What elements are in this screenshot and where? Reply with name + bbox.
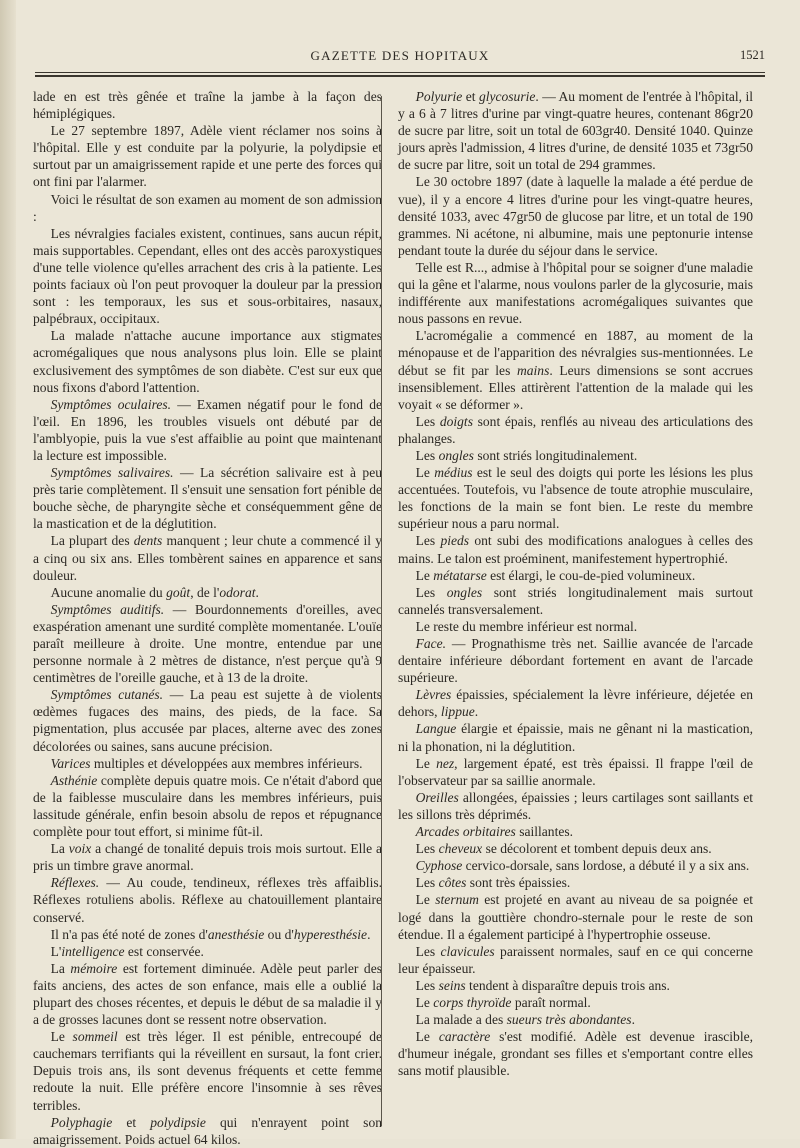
paragraph xyxy=(398,994,753,1011)
paragraph xyxy=(33,960,382,1028)
text-run: L' xyxy=(50,943,62,959)
paragraph xyxy=(33,686,382,754)
paragraph xyxy=(33,88,382,122)
paragraph xyxy=(398,259,753,327)
italic-text: Langue xyxy=(415,721,457,737)
text-run: L'acromégalie a commencé en 1887, au moment de la ménopause et de l'apparition des névralgies sus-mentionnées. Le début se fit par les xyxy=(398,328,753,378)
paragraph xyxy=(398,584,753,618)
paragraph xyxy=(33,225,382,328)
paragraph xyxy=(33,584,382,601)
text-run: . xyxy=(631,1012,635,1028)
italic-text: côtes xyxy=(438,875,467,891)
text-run: s'est modifié. Adèle est devenue irascible, d'humeur inégale, grondant ses filles et s'emportant contre elles sans motif plausible. xyxy=(398,1029,753,1079)
italic-text: Polyphagie xyxy=(50,1114,113,1130)
paragraph xyxy=(33,1028,382,1113)
journal-title: GAZETTE DES HOPITAUX xyxy=(310,48,490,63)
italic-text: médius xyxy=(434,465,473,481)
text-run: Les xyxy=(415,533,441,549)
paragraph xyxy=(398,977,753,994)
text-run: est projeté en avant au niveau de sa poignée et logé dans la gouttière chondro-sternale pour le reste de son étendue. Il a également participé à l'hypertrophie osseuse. xyxy=(398,892,753,942)
right-text-column xyxy=(398,88,753,1079)
italic-text: métatarse xyxy=(433,567,487,583)
paragraph xyxy=(398,840,753,857)
paragraph xyxy=(398,943,753,977)
italic-text: corps thyroïde xyxy=(433,994,512,1010)
text-run: — Bourdonnements d'oreilles, avec exaspération amenant une surdité complète momentanée. L'ouïe paraît meilleure à droite. Une montre, entendue par une personne normale à 2 mètres de distance, n'est perçue qu'à 9 centimètres de l'oreille gauche, et à 13 de la droite. xyxy=(33,601,382,686)
text-run: Il n'a pas été noté de zones d' xyxy=(50,926,208,942)
paragraph xyxy=(398,891,753,942)
text-run: élargie et épaissie, mais ne gênant ni la mastication, ni la phonation, ni la déglutition. xyxy=(398,721,753,754)
paragraph xyxy=(398,447,753,464)
text-run: Le 30 octobre 1897 (date à laquelle la malade a été perdue de vue), il y a encore 4 litres d'urine pour les vingt-quatre heures, densité 1033, avec 47gr50 de glucose par litre, et un total de 190 grammes. Ni acétone, ni albumine, mais une peptonurie intense pendant toute la durée du séjour dans le service. xyxy=(398,174,753,258)
italic-text: Oreilles xyxy=(415,789,459,805)
italic-text: Polyurie xyxy=(415,89,463,104)
paragraph xyxy=(33,1114,382,1148)
italic-text: nez xyxy=(436,755,455,771)
paragraph xyxy=(398,88,753,173)
italic-text: mains xyxy=(516,362,550,378)
text-run: est le seul des doigts qui porte les lésions les plus accentuées. Toutefois, vu l'absence de toute atrophie musculaire, les fonctions de la main se font bien. Le reste du membre supérieur nous a paru normal. xyxy=(398,465,753,532)
running-header xyxy=(35,48,765,68)
text-run: — La peau est sujette à de violents œdèmes fugaces des mains, des pieds, de la face. Sa pigmentation, plus accusée par places, alterne avec des zones décolorées ou saines, sans aucune précision. xyxy=(33,687,382,754)
italic-text: voix xyxy=(68,841,92,857)
text-run: qui n'enrayent point son amaigrissement. Poids actuel 64 kilos. xyxy=(33,1114,382,1147)
paragraph xyxy=(33,926,382,943)
header-rule-thick xyxy=(35,75,765,77)
italic-text: ongles xyxy=(446,584,483,600)
paragraph xyxy=(398,635,753,686)
italic-text: goût xyxy=(166,584,191,600)
text-run: La malade n'attache aucune importance aux stigmates acromégaliques que nous analysons plus loin. Elle se plaint exclusivement des symptômes de son diabète. C'est sur eux que nous fixons d'abord l'attention. xyxy=(33,328,382,395)
left-text-column xyxy=(33,88,382,1148)
paragraph xyxy=(398,857,753,874)
paragraph xyxy=(33,755,382,772)
text-run: est élargi, le cou-de-pied volumineux. xyxy=(486,567,696,583)
italic-text: glycosurie xyxy=(478,89,536,104)
italic-text: sueurs très abondantes xyxy=(506,1012,632,1028)
paragraph xyxy=(398,1011,753,1028)
text-run: est fortement diminuée. Adèle peut parler des faits anciens, des actes de son enfance, mais elle a oublié la plupart des choses récentes, et depuis le début de sa maladie il y a de grosses lacunes dont se ressent notre observation. xyxy=(33,960,382,1028)
text-run: sont striés longitudinalement mais surtout cannelés transversalement. xyxy=(398,584,753,617)
italic-text: anesthésie xyxy=(207,926,265,942)
text-run: sont très épaissies. xyxy=(466,875,571,891)
text-run: La xyxy=(50,841,69,857)
text-run: paraît normal. xyxy=(511,994,591,1010)
italic-text: Face. xyxy=(415,636,447,651)
text-run: Les xyxy=(415,584,447,600)
paragraph xyxy=(398,720,753,754)
text-run: cervico-dorsale, sans lordose, a débuté il y a six ans. xyxy=(462,858,750,874)
page-number: 1521 xyxy=(740,48,765,62)
italic-text: hyperesthésie xyxy=(293,926,368,942)
italic-text: Symptômes auditifs. xyxy=(50,601,165,617)
italic-text: dents xyxy=(133,533,163,549)
paragraph xyxy=(398,755,753,789)
italic-text: Symptômes cutanés. xyxy=(50,687,164,703)
text-run: Le xyxy=(50,1029,73,1045)
italic-text: Lèvres xyxy=(415,687,452,703)
italic-text: odorat xyxy=(219,584,256,600)
italic-text: Asthénie xyxy=(50,772,98,788)
text-run: Le xyxy=(415,994,434,1010)
text-run: Le xyxy=(415,755,437,771)
paragraph xyxy=(398,327,753,412)
italic-text: sommeil xyxy=(72,1029,118,1045)
paragraph xyxy=(33,532,382,583)
paragraph xyxy=(398,1028,753,1079)
paragraph xyxy=(398,173,753,258)
text-run: — La sécrétion salivaire est à peu près tarie complètement. Il s'ensuit une sensation fort pénible de bouche sèche, de pharyngite sèche et conséquemment gêne de la mastication et de la déglutition. xyxy=(33,465,382,532)
text-run: . Leurs dimensions se sont accrues insensiblement. Elles attirèrent l'attention de la malade qui les voyait « se déformer ». xyxy=(398,362,753,412)
text-run: — Examen négatif pour le fond de l'œil. En 1896, les troubles visuels ont débuté par de l'amblyopie, puis la vue s'est affaiblie au point que maintenant la lecture est impossible. xyxy=(33,396,382,463)
text-run: . xyxy=(255,584,259,600)
italic-text: Arcades orbitaires xyxy=(415,824,516,840)
text-run: multiples et développées aux membres inférieurs. xyxy=(90,755,363,771)
text-run: Les xyxy=(415,943,441,959)
text-run: Le 27 septembre 1897, Adèle vient réclamer nos soins à l'hôpital. Elle y est conduite par la polyurie, la polydipsie et surtout par un amaigrissement rapide et une perte des forces qui ont fini par l'alarmer. xyxy=(33,123,382,190)
paragraph xyxy=(398,567,753,584)
paragraph xyxy=(398,464,753,532)
text-run: Les névralgies faciales existent, continues, sans aucun répit, mais supportables. Cependant, elles ont des accès paroxystiques d'une telle violence qu'elles arrachent des cris à la patiente. Les points faciaux où l'on peut provoquer la douleur par la pression sont : les temporaux, les sus et sous-orbitaires, nasaux, palpébraux, occipitaux. xyxy=(33,225,382,327)
italic-text: ongles xyxy=(438,447,474,463)
paragraph xyxy=(33,601,382,686)
text-run: épaissies, spécialement la lèvre inférieure, déjetée en dehors, xyxy=(398,687,753,720)
text-run: La malade a des xyxy=(415,1012,507,1028)
text-run: . xyxy=(474,704,479,720)
text-run: . xyxy=(367,926,371,942)
text-run: , largement épaté, est très épaissi. Il frappe l'œil de l'observateur par sa saillie anormale. xyxy=(398,755,753,788)
header-rule-thin xyxy=(35,72,765,73)
paragraph xyxy=(33,327,382,395)
text-run: a changé de tonalité depuis trois mois surtout. Elle a pris un timbre grave anormal. xyxy=(33,841,382,874)
text-run: Le xyxy=(415,892,436,908)
text-run: et xyxy=(112,1114,151,1130)
italic-text: Symptômes oculaires. xyxy=(50,396,172,412)
text-run: complète depuis quatre mois. Ce n'était d'abord que de la faiblesse musculaire dans les membres inférieurs, puis lassitude générale, enfin besoin absolu de repos et répugnance complète pour tout effort, si minime fût-il. xyxy=(33,772,382,840)
text-run: — Prognathisme très net. Saillie avancée de l'arcade dentaire inférieure débordant fortement en avant de l'arcade supérieure. xyxy=(398,636,753,686)
text-run: tendent à disparaître depuis trois ans. xyxy=(465,977,670,993)
paragraph xyxy=(398,686,753,720)
italic-text: clavicules xyxy=(440,943,495,959)
text-run: est conservée. xyxy=(124,943,204,959)
text-run: Les xyxy=(415,413,440,429)
text-run: La plupart des xyxy=(50,533,134,549)
paragraph xyxy=(398,618,753,635)
paragraph xyxy=(398,874,753,891)
text-run: ont subi des modifications analogues à celles des mains. Le talon est proéminent, manifestement hypertrophié. xyxy=(398,533,753,566)
paragraph xyxy=(398,532,753,566)
text-run: Voici le résultat de son examen au moment de son admission : xyxy=(33,191,382,224)
text-run: Telle est R..., admise à l'hôpital pour se soigner d'une maladie qui la gêne et l'alarme, nous voulons parler de la glycosurie, mais indifférente aux manifestations acromégaliques suivantes que nous passons en revue. xyxy=(398,259,753,327)
paragraph xyxy=(33,464,382,532)
text-run: Les xyxy=(415,977,439,993)
italic-text: caractère xyxy=(438,1029,491,1045)
text-run: , de l' xyxy=(190,584,220,600)
paragraph xyxy=(398,413,753,447)
text-run: manquent ; leur chute a commencé il y a cinq ou six ans. Elles tombèrent saines en apparence et sans douleur. xyxy=(33,533,382,583)
italic-text: pieds xyxy=(440,533,470,549)
text-run: . — Au moment de l'entrée à l'hôpital, il y a 6 à 7 litres d'urine par vingt-quatre heures, contenant 86gr20 de sucre par litre, soit un total de 603gr40. Densité 1040. Quinze jours après l'admission, 4 litres d'urine, de densité 1035 et 73gr50 de sucre par litre, soit un total de 294 grammes. xyxy=(398,89,753,173)
italic-text: doigts xyxy=(439,413,473,429)
text-run: — Au coude, tendineux, réflexes très affaiblis. Réflexes rotuliens abolis. Réflexe au chatouillement plantaire conservé. xyxy=(33,875,382,925)
italic-text: intelligence xyxy=(61,943,125,959)
text-run: Le xyxy=(415,567,434,583)
paragraph xyxy=(33,396,382,464)
text-run: paraissent normales, sauf en ce qui concerne leur épaisseur. xyxy=(398,943,753,976)
text-run: saillantes. xyxy=(515,824,574,840)
text-run: La xyxy=(50,960,71,976)
text-run: sont épais, renflés au niveau des articulations des phalanges. xyxy=(398,413,753,446)
italic-text: Symptômes salivaires. xyxy=(50,465,174,481)
italic-text: Réflexes. xyxy=(50,875,100,891)
text-run: est très léger. Il est pénible, entrecoupé de cauchemars terrifiants qui la réveillent en sursaut, la font crier. Depuis trois ans, ils sont devenus fréquents et cette femme redoute la nuit. Elle préfère encore l'insomnie à ses rêves terribles. xyxy=(33,1029,382,1113)
paragraph xyxy=(33,772,382,840)
text-run: sont striés longitudinalement. xyxy=(473,447,638,463)
text-run: Le reste du membre inférieur est normal. xyxy=(415,618,638,634)
paragraph xyxy=(33,943,382,960)
text-run: Aucune anomalie du xyxy=(50,584,167,600)
paragraph xyxy=(33,191,382,225)
italic-text: sternum xyxy=(435,892,479,908)
text-run: Le xyxy=(415,465,435,481)
page-binding-edge xyxy=(0,0,16,1139)
paragraph xyxy=(398,789,753,823)
text-run: Les xyxy=(415,875,439,891)
italic-text: cheveux xyxy=(438,841,483,857)
text-run: se décolorent et tombent depuis deux ans. xyxy=(482,841,712,857)
text-run: Les xyxy=(415,447,439,463)
italic-text: seins xyxy=(438,977,466,993)
italic-text: Cyphose xyxy=(415,858,463,874)
paragraph xyxy=(398,823,753,840)
paragraph xyxy=(33,874,382,925)
paragraph xyxy=(33,122,382,190)
text-run: Les xyxy=(415,841,439,857)
paragraph xyxy=(33,840,382,874)
text-run: et xyxy=(462,89,479,104)
column-divider xyxy=(381,96,382,1126)
text-run: Le xyxy=(415,1029,439,1045)
text-run: ou d' xyxy=(264,926,294,942)
text-run: lade en est très gênée et traîne la jambe à la façon des hémiplégiques. xyxy=(33,89,382,122)
text-run: allongées, épaissies ; leurs cartilages sont saillants et les sillons très déprimés. xyxy=(398,789,753,822)
italic-text: Varices xyxy=(50,755,91,771)
italic-text: mémoire xyxy=(70,960,118,976)
italic-text: lippue xyxy=(440,704,475,720)
italic-text: polydipsie xyxy=(150,1114,206,1130)
